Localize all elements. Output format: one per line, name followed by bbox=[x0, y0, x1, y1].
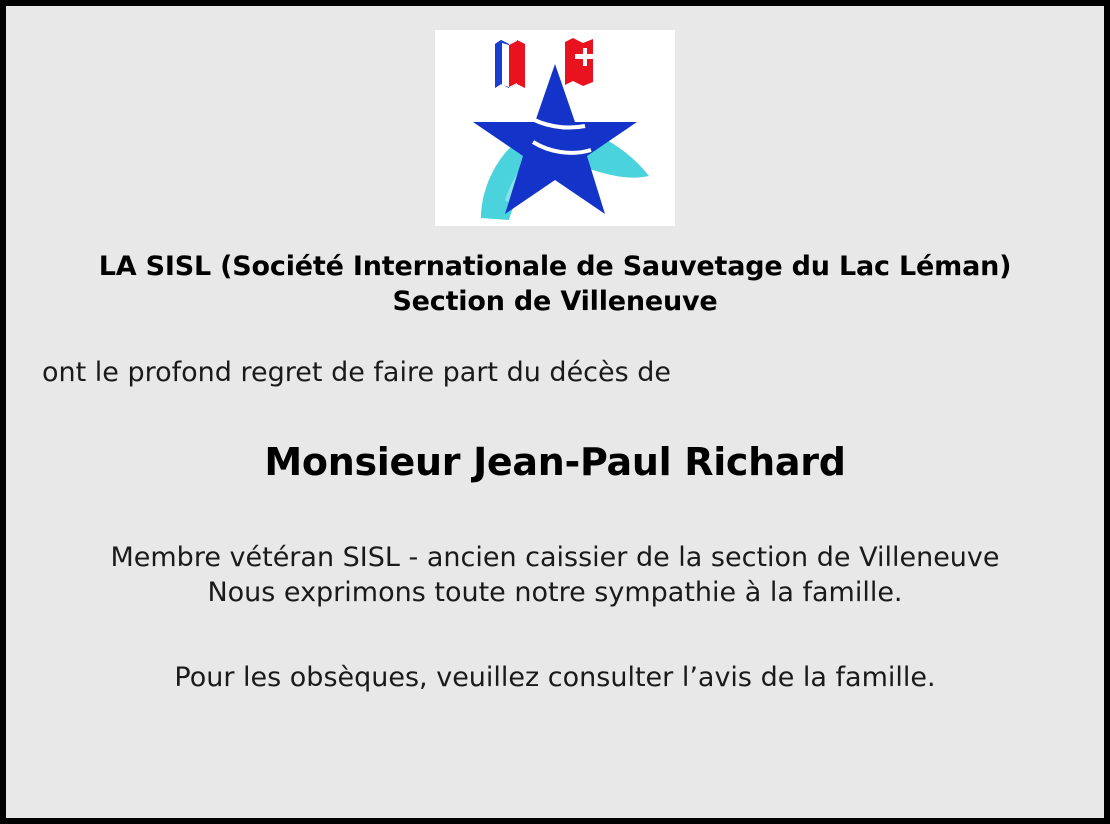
sisl-logo bbox=[435, 30, 675, 226]
organization-name bbox=[99, 250, 1012, 319]
regret-text: ont le profond regret de faire part du décès de bbox=[42, 357, 672, 389]
organization-name-line2: Section de Villeneuve bbox=[392, 285, 718, 317]
funeral-info-text: Pour les obsèques, veuillez consulter l’avis de la famille. bbox=[174, 662, 936, 694]
deceased-name: Monsieur Jean-Paul Richard bbox=[264, 440, 846, 485]
tribute-line2: Nous exprimons toute notre sympathie à la famille. bbox=[207, 577, 903, 609]
tribute-text bbox=[110, 540, 999, 610]
tribute-line1: Membre vétéran SISL - ancien caissier de la section de Villeneuve bbox=[110, 542, 1000, 574]
organization-name-line1: LA SISL (Société Internationale de Sauvetage du Lac Léman) bbox=[98, 251, 1012, 282]
